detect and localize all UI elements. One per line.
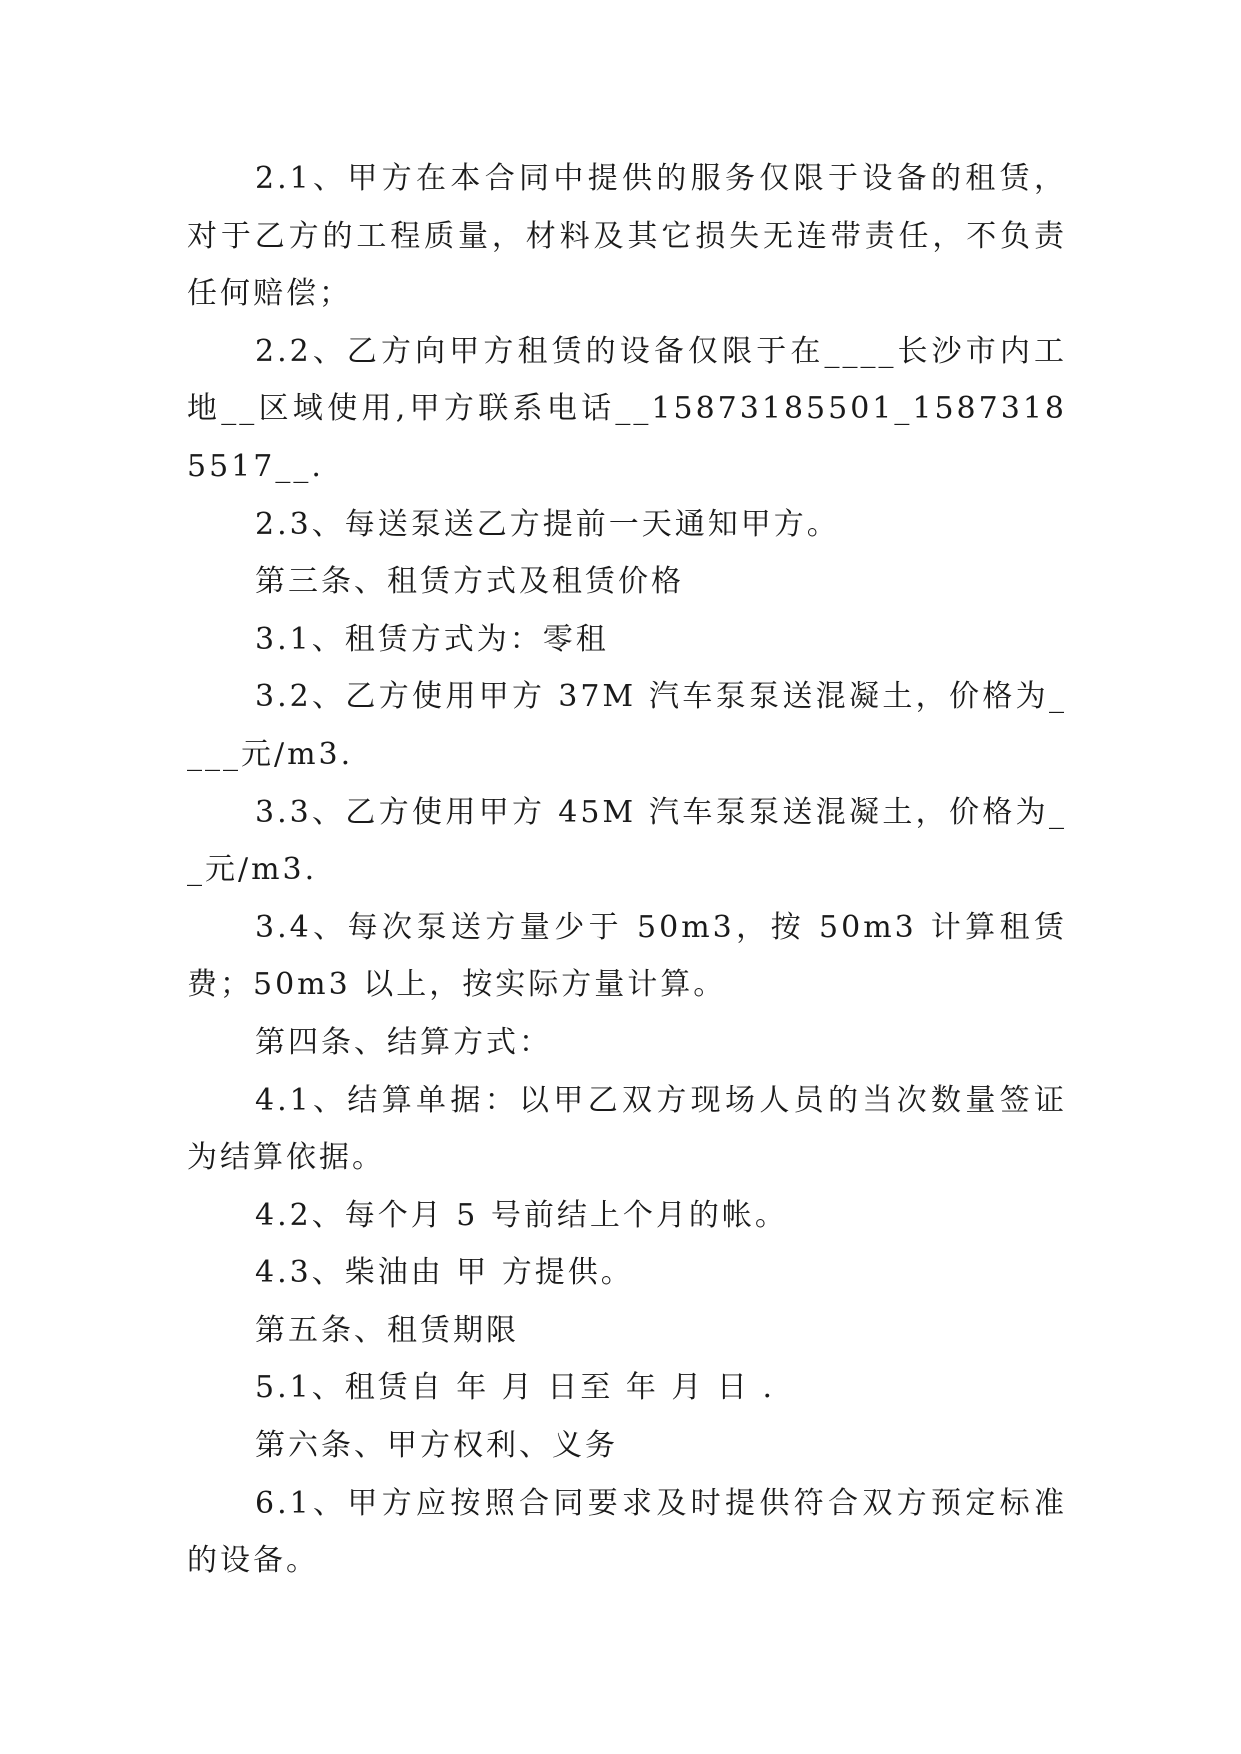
clause-3-3: 3.3、乙方使用甲方 45M 汽车泵泵送混凝土，价格为__元/m3. bbox=[187, 794, 1067, 888]
clause-3-4: 3.4、每次泵送方量少于 50m3，按 50m3 计算租赁费；50m3 以上，按实际方量计算。 bbox=[187, 909, 1067, 1003]
article-5-heading: 第五条、租赁期限 bbox=[255, 1312, 519, 1348]
clause-2-3: 2.3、每送泵送乙方提前一天通知甲方。 bbox=[255, 506, 840, 542]
clause-6-1: 6.1、甲方应按照合同要求及时提供符合双方预定标准的设备。 bbox=[187, 1485, 1067, 1579]
article-4-heading: 第四条、结算方式： bbox=[255, 1024, 552, 1060]
clause-4-2: 4.2、每个月 5 号前结上个月的帐。 bbox=[255, 1197, 788, 1233]
clause-4-3: 4.3、柴油由 甲 方提供。 bbox=[255, 1255, 634, 1291]
clause-4-1: 4.1、结算单据：以甲乙双方现场人员的当次数量签证为结算依据。 bbox=[187, 1082, 1067, 1176]
clause-2-1: 2.1、甲方在本合同中提供的服务仅限于设备的租赁，对于乙方的工程质量，材料及其它损失无连带责任，不负责任何赔偿； bbox=[187, 161, 1067, 312]
clause-3-2: 3.2、乙方使用甲方 37M 汽车泵泵送混凝土，价格为____元/m3. bbox=[187, 679, 1067, 772]
clause-3-1: 3.1、租赁方式为：零租 bbox=[255, 621, 609, 657]
clause-2-2: 2.2、乙方向甲方租赁的设备仅限于在____长沙市内工地__区域使用,甲方联系电话__15873185501_15873185517__. bbox=[187, 333, 1067, 484]
article-6-heading: 第六条、甲方权利、义务 bbox=[255, 1428, 618, 1464]
clause-5-1: 5.1、租赁自 年 月 日至 年 月 日 . bbox=[255, 1370, 775, 1406]
article-3-heading: 第三条、租赁方式及租赁价格 bbox=[255, 564, 684, 600]
contract-body bbox=[187, 150, 1067, 1590]
